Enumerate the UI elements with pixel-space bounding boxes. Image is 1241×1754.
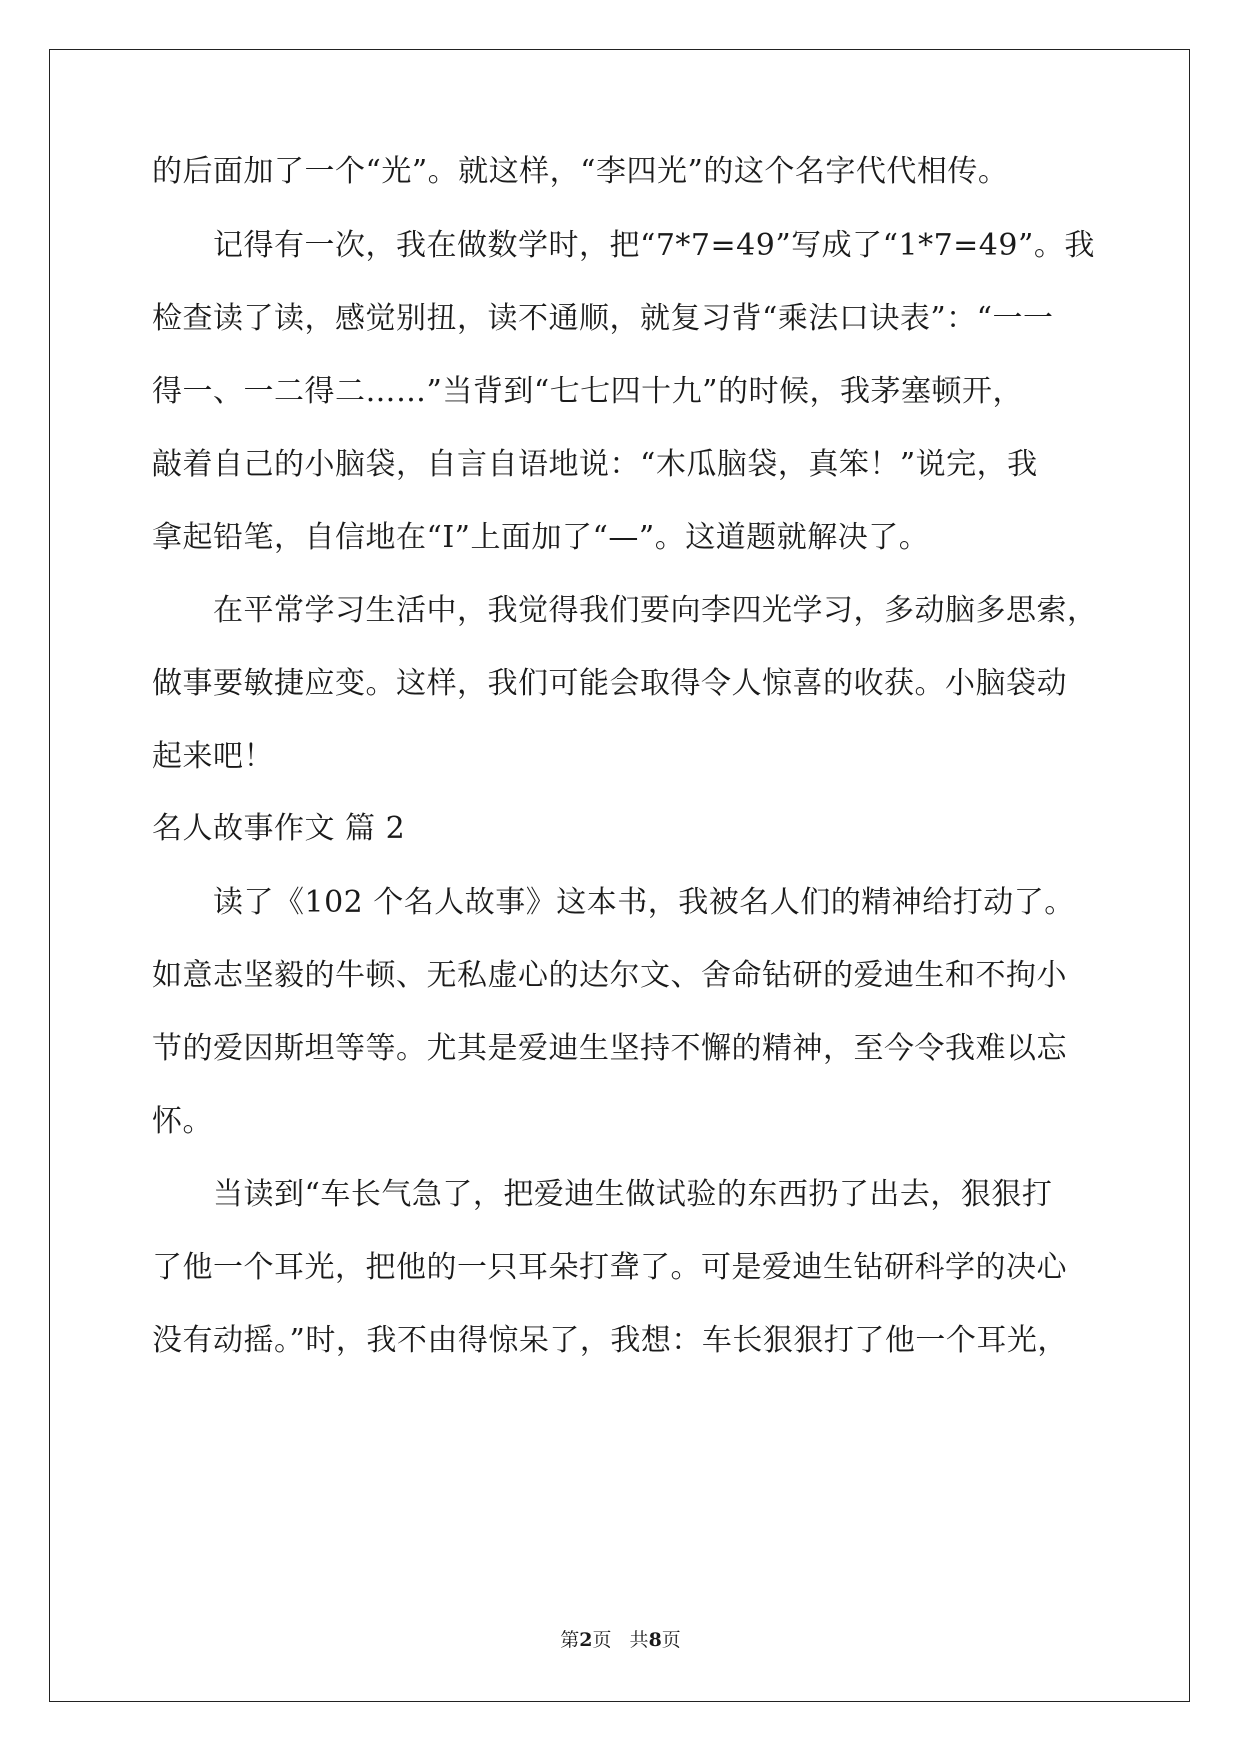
page-footer bbox=[0, 1628, 1241, 1652]
text-line: 了他一个耳光，把他的一只耳朵打聋了。可是爱迪生钻研科学的决心 bbox=[152, 1250, 1067, 1285]
page-frame bbox=[49, 49, 1190, 1702]
footer-page-number: 2 bbox=[579, 1629, 593, 1651]
text-line: 读了《102 个名人故事》这本书，我被名人们的精神给打动了。 bbox=[213, 885, 1075, 920]
text-line: 做事要敏捷应变。这样，我们可能会取得令人惊喜的收获。小脑袋动 bbox=[152, 666, 1067, 701]
text-line: 敲着自己的小脑袋，自言自语地说：“木瓜脑袋，真笨！”说完，我 bbox=[152, 447, 1038, 482]
footer-mid: 页 共 bbox=[592, 1629, 649, 1651]
footer-prefix: 第 bbox=[560, 1629, 580, 1651]
text-line: 的后面加了一个“光”。就这样，“李四光”的这个名字代代相传。 bbox=[152, 154, 1009, 189]
text-line: 怀。 bbox=[152, 1104, 213, 1139]
text-line: 如意志坚毅的牛顿、无私虚心的达尔文、舍命钻研的爱迪生和不拘小 bbox=[152, 958, 1067, 993]
text-line: 记得有一次，我在做数学时，把“7*7=49”写成了“1*7=49”。我 bbox=[213, 228, 1095, 263]
text-line: 节的爱因斯坦等等。尤其是爱迪生坚持不懈的精神，至今令我难以忘 bbox=[152, 1031, 1067, 1066]
section-heading: 名人故事作文 篇 2 bbox=[152, 811, 406, 846]
text-line: 检查读了读，感觉别扭，读不通顺，就复习背“乘法口诀表”：“一一 bbox=[152, 301, 1054, 336]
footer-suffix: 页 bbox=[661, 1629, 681, 1651]
footer-total-pages: 8 bbox=[648, 1629, 662, 1651]
text-line: 得一、一二得二……”当背到“七七四十九”的时候，我茅塞顿开， bbox=[152, 374, 1024, 409]
text-line: 当读到“车长气急了，把爱迪生做试验的东西扔了出去，狠狠打 bbox=[213, 1177, 1053, 1212]
text-line: 拿起铅笔，自信地在“I”上面加了“—”。这道题就解决了。 bbox=[152, 520, 930, 555]
text-line: 起来吧！ bbox=[152, 739, 274, 774]
text-line: 在平常学习生活中，我觉得我们要向李四光学习，多动脑多思索， bbox=[213, 593, 1098, 628]
text-line: 没有动摇。”时，我不由得惊呆了，我想：车长狠狠打了他一个耳光， bbox=[152, 1323, 1068, 1358]
